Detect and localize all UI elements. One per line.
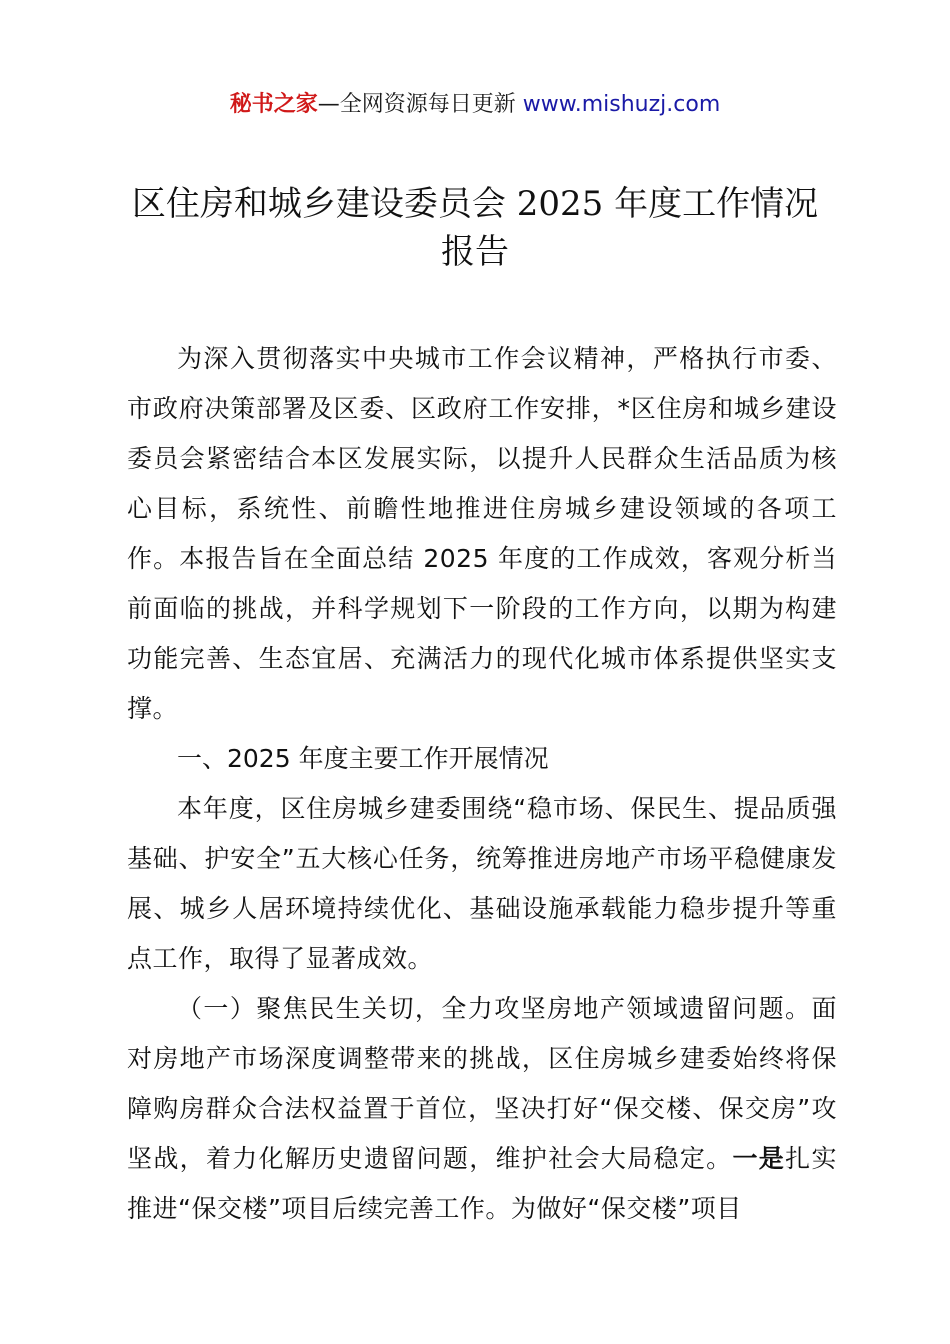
- document-title-line-1: 区住房和城乡建设委员会 2025 年度工作情况: [131, 184, 819, 224]
- intro-paragraph: 为深入贯彻落实中央城市工作会议精神，严格执行市委、市政府决策部署及区委、区政府工作安排，*区住房和城乡建设委员会紧密结合本区发展实际，以提升人民群众生活品质为核心目标，系统性、前瞻性地推进住房城乡建设领域的各项工作。本报告旨在全面总结 2025 年度的工作成效，客观分析当前面临的挑战，并科学规划下一阶段的工作方向，以期为构建功能完善、生态宜居、充满活力的现代化城市体系提供坚实支撑。: [127, 344, 837, 723]
- section-1-intro-paragraph: 本年度，区住房城乡建委围绕“稳市场、保民生、提品质强基础、护安全”五大核心任务，统筹推进房地产市场平稳健康发展、城乡人居环境持续优化、基础设施承载能力稳步提升等重点工作，取得了显著成效。: [127, 794, 837, 973]
- document-body: [127, 334, 837, 1234]
- site-tagline: —全网资源每日更新: [317, 92, 516, 117]
- subsection-1-text: （一）聚焦民生关切，全力攻坚房地产领域遗留问题。面对房地产市场深度调整带来的挑战，区住房城乡建委始终将保障购房群众合法权益置于首位，坚决打好“保交楼、保交房”攻坚战，着力化解历史遗留问题，维护社会大局稳定。: [127, 994, 837, 1173]
- subsection-1-paragraph: [127, 984, 837, 1234]
- site-brand: 秘书之家: [229, 92, 318, 117]
- subsection-1-continuation: 扎实推进“保交楼”项目后续完善工作。为做好“保交楼”项目: [127, 1144, 837, 1223]
- section-1-heading: 一、2025 年度主要工作开展情况: [177, 744, 549, 773]
- document-title: [100, 180, 850, 276]
- document-title-line-2: 报告: [441, 232, 509, 272]
- site-header: [0, 88, 950, 122]
- site-url-link[interactable]: www.mishuzj.com: [522, 92, 721, 117]
- subsection-1-bold-lead: 一是: [732, 1144, 786, 1173]
